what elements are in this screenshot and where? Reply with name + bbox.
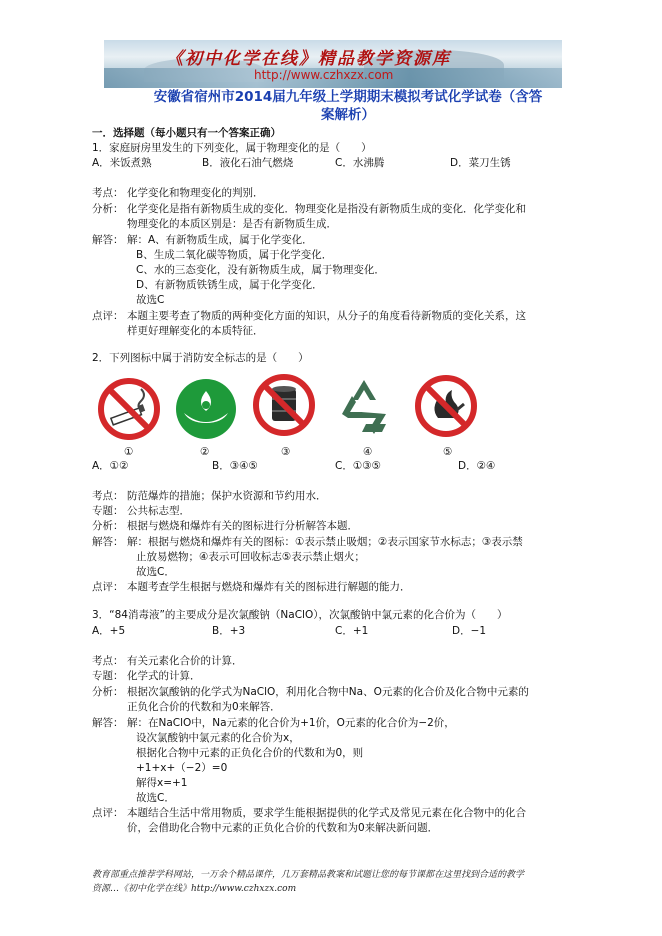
q3-fenxi-label: 分析： [92,686,124,698]
q2-jieda-line: 止放易燃物；④表示可回收标志⑤表示禁止烟火； [136,551,365,563]
q2-options [92,459,572,474]
q1-jieda-line: 解：A、有新物质生成，属于化学变化． [127,234,313,246]
q3-option-a: A．+5 [92,625,126,637]
q2-option-b: B．③④⑤ [212,460,258,472]
q2-zhuanti-label: 专题： [92,505,124,517]
q3-jieda-label: 解答： [92,717,124,729]
q3-stem: 3．“84消毒液”的主要成分是次氯酸钠（NaClO），次氯酸钠中氯元素的化合价为（ ） [92,609,508,621]
q3-zhuanti: 化学式的计算． [127,670,201,682]
water-saving-icon [174,377,238,441]
footer-line: 资源…《初中化学在线》http://www.czhxzx.com [92,884,297,894]
q2-option-a: A．①② [92,460,129,472]
q1-jieda-line: 故选C [136,294,165,306]
q1-jieda-line: B、生成二氧化碳等物质，属于化学变化． [136,249,333,261]
recycle-icon [332,374,396,438]
q3-jieda-line: 根据化合物中元素的正负化合价的代数和为0，则 [136,747,364,759]
q3-fenxi-line: 根据次氯酸钠的化学式为NaClO，利用化合物中Na、O元素的化合价及化合物中元素的 [127,686,529,698]
q1-option-c: C．水沸腾 [335,157,385,169]
q3-zhuanti-label: 专题： [92,670,124,682]
q3-option-d: D．−1 [452,625,487,637]
q3-dianping-label: 点评： [92,807,124,819]
q2-dianping-label: 点评： [92,581,124,593]
q3-kaodian: 有关元素化合价的计算． [127,655,243,667]
q1-option-d: D．菜刀生锈 [450,157,511,169]
q3-dianping-line: 本题结合生活中常用物质，要求学生能根据提供的化学式及常见元素在化合物中的化合 [127,807,526,819]
header-banner [104,40,562,88]
q3-options [92,624,572,639]
icon-number: ① [124,446,134,458]
q2-jieda-line: 解：根据与燃烧和爆炸有关的图标：①表示禁止吸烟；②表示国家节水标志；③表示禁 [127,536,523,548]
document-title: 安徽省宿州市2014届九年级上学期期末模拟考试化学试卷（含答 案解析） [153,89,543,123]
q2-fenxi: 根据与燃烧和爆炸有关的图标进行分析解答本题． [127,520,358,532]
no-flammable-icon [252,373,316,437]
q1-option-a: A．米饭煮熟 [92,157,152,169]
q1-options [92,156,572,171]
icon-number: ④ [363,446,373,458]
q3-jieda-line: 故选C． [136,792,175,804]
q1-kaodian: 化学变化和物理变化的判别． [127,187,264,199]
icon-number: ⑤ [443,446,453,458]
q2-option-c: C．①③⑤ [335,460,382,472]
q3-jieda-line: 解：在NaClO中，Na元素的化合价为+1价，O元素的化合价为−2价， [127,717,455,729]
q1-stem: 1．家庭厨房里发生的下列变化，属于物理变化的是（ ） [92,142,372,154]
q1-dianping-line: 样更好理解变化的本质特征． [127,325,264,337]
q3-jieda-line: 解得x=+1 [136,777,188,789]
no-fire-icon [414,374,478,438]
q1-jieda-line: D、有新物质铁锈生成，属于化学变化． [136,279,323,291]
q2-kaodian: 防范爆炸的措施；保护水资源和节约用水． [127,490,327,502]
q1-fenxi-line: 化学变化是指有新物质生成的变化．物理变化是指没有新物质生成的变化．化学变化和 [127,203,526,215]
q2-option-d: D．②④ [458,460,496,472]
q2-fenxi-label: 分析： [92,520,124,532]
banner-title: 《初中化学在线》精品教学资源库 [166,49,451,69]
q2-jieda-label: 解答： [92,536,124,548]
q3-fenxi-line: 正负化合价的代数和为0来解答． [127,701,281,713]
q1-jieda-label: 解答： [92,234,124,246]
q3-jieda-line: +1+x+（−2）=0 [136,762,228,774]
section-heading: 一．选择题（每小题只有一个答案正确） [92,127,281,139]
q1-option-b: B．液化石油气燃烧 [202,157,294,169]
page-footer [92,868,524,896]
no-smoking-icon [97,377,161,441]
banner-url[interactable]: http://www.czhxzx.com [254,68,394,82]
q1-kaodian-label: 考点： [92,187,124,199]
q1-fenxi-label: 分析： [92,203,124,215]
q2-zhuanti: 公共标志型． [127,505,190,517]
q3-dianping-line: 价，会借助化合物中元素的正负化合价的代数和为0来解决新问题． [127,822,439,834]
q3-option-b: B．+3 [212,625,246,637]
q2-jieda-line: 故选C． [136,566,175,578]
footer-line: 教育部重点推荐学科网站，一万余个精品课件，几万套精品教案和试题让您的每节课都在这里找到合适的教学 [92,870,525,880]
q3-kaodian-label: 考点： [92,655,124,667]
q1-jieda-line: C、水的三态变化，没有新物质生成，属于物理变化． [136,264,385,276]
q1-dianping-label: 点评： [92,310,124,322]
q2-kaodian-label: 考点： [92,490,124,502]
q1-dianping-line: 本题主要考查了物质的两种变化方面的知识，从分子的角度看待新物质的变化关系，这 [127,310,526,322]
q1-fenxi-line: 物理变化的本质区别是：是否有新物质生成． [127,218,337,230]
q2-dianping: 本题考查学生根据与燃烧和爆炸有关的图标进行解题的能力． [127,581,411,593]
q2-stem: 2．下列图标中属于消防安全标志的是（ ） [92,352,309,364]
q3-jieda-line: 设次氯酸钠中氯元素的化合价为x， [136,732,300,744]
q3-option-c: C．+1 [335,625,369,637]
icon-number: ③ [281,446,291,458]
icon-number: ② [200,446,210,458]
